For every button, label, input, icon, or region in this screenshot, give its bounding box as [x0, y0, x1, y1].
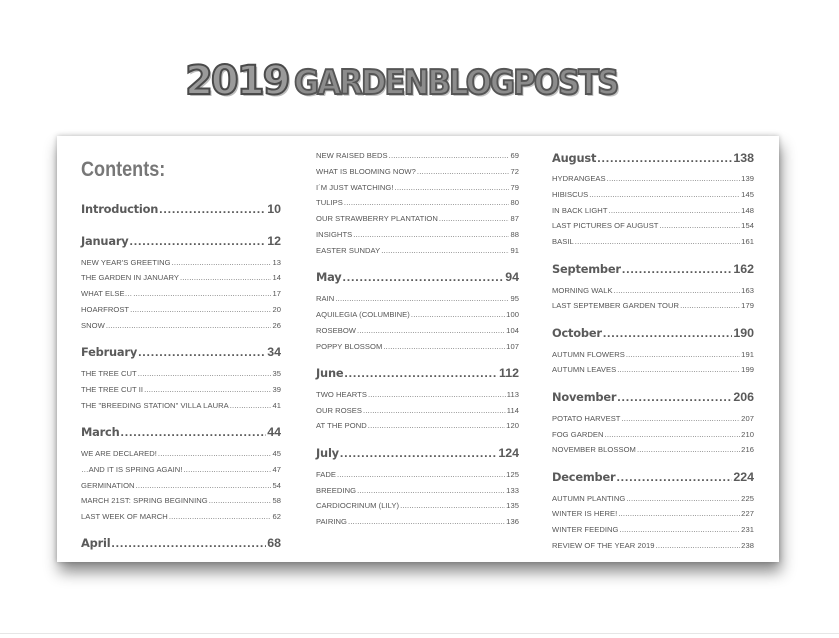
toc-entry-row [316, 151, 519, 160]
toc-entry-title: RAIN [316, 294, 335, 304]
toc-entry-row [552, 365, 754, 374]
toc-leader-dots [622, 262, 732, 276]
toc-entry-row [316, 501, 519, 510]
toc-page-number: 26 [272, 320, 281, 330]
toc-entry-title: WE ARE DECLARED! [81, 448, 157, 458]
toc-chapter-title: February [81, 345, 138, 359]
toc-page-number: 133 [506, 485, 519, 495]
toc-leader-dots [230, 401, 272, 410]
toc-chapter-row [552, 262, 754, 276]
toc-entry-row [316, 183, 519, 192]
toc-leader-dots [144, 385, 271, 394]
toc-leader-dots [622, 414, 741, 423]
toc-chapter-row [81, 234, 281, 248]
toc-chapter-row [316, 446, 519, 460]
toc-entry-row [316, 167, 519, 176]
toc-entry-row [81, 289, 281, 298]
toc-page-number: 112 [499, 365, 519, 380]
toc-entry-row [316, 214, 519, 223]
toc-leader-dots [400, 501, 505, 510]
toc-leader-dots [138, 345, 266, 359]
toc-chapter-row [81, 202, 281, 216]
toc-entry-row [552, 509, 754, 518]
toc-page-number: 14 [272, 273, 281, 283]
toc-page-number: 190 [733, 325, 754, 340]
toc-page-number: 124 [498, 445, 519, 460]
toc-page-number: 104 [506, 325, 519, 335]
toc-page-number: 54 [272, 480, 281, 490]
toc-entry-title: HIBISCUS [552, 189, 589, 199]
toc-entry-title: I´M JUST WATCHING! [316, 182, 394, 192]
toc-leader-dots [381, 246, 509, 255]
toc-leader-dots [159, 202, 266, 216]
toc-entry-title: WINTER IS HERE! [552, 509, 618, 519]
toc-page-number: 139 [741, 174, 754, 183]
toc-entry-row [81, 321, 281, 330]
toc-page-number: 154 [741, 221, 754, 231]
toc-page-number: 12 [267, 233, 281, 248]
toc-page-number: 224 [733, 469, 754, 484]
toc-leader-dots [363, 406, 506, 415]
toc-chapter-row [552, 151, 754, 165]
toc-entry-row [552, 206, 754, 215]
toc-chapter-row [552, 470, 754, 484]
toc-entry-row [316, 310, 519, 319]
toc-entry-row [552, 301, 754, 310]
toc-chapter-row [81, 536, 281, 550]
toc-chapter-title: Introduction [81, 202, 159, 216]
toc-entry-row [81, 481, 281, 490]
toc-leader-dots [172, 258, 272, 267]
toc-page-number: 227 [741, 509, 754, 519]
toc-page-number: 72 [510, 166, 519, 176]
toc-entry-title: TWO HEARTS [316, 389, 367, 399]
toc-entry-title: MORNING WALK [552, 285, 613, 295]
toc-entry-row [552, 350, 754, 359]
toc-entry-row [552, 221, 754, 230]
toc-entry-title: AT THE POND [316, 421, 367, 431]
toc-chapter-title: December [552, 469, 616, 484]
toc-page-number: 45 [272, 448, 281, 458]
toc-chapter-title: September [552, 261, 621, 276]
toc-leader-dots [357, 326, 505, 335]
toc-page-number: 80 [510, 198, 519, 208]
toc-entry-title: SNOW [81, 320, 105, 330]
toc-entry-title: WHAT ELSE… [81, 289, 133, 299]
toc-leader-dots [138, 369, 272, 378]
toc-entry-title: BASIL [552, 237, 574, 247]
toc-page-number: 17 [272, 289, 281, 299]
toc-entry-row [81, 465, 281, 474]
toc-entry-title: BREEDING [316, 485, 357, 495]
toc-leader-dots [344, 366, 498, 380]
toc-page-number: 44 [267, 424, 281, 439]
toc-page-number: 47 [272, 464, 281, 474]
toc-entry-row [552, 174, 754, 183]
toc-page-number: 216 [741, 445, 754, 455]
toc-leader-dots [340, 446, 497, 460]
toc-leader-dots [121, 425, 267, 439]
toc-chapter-row [552, 326, 754, 340]
toc-leader-dots [603, 326, 733, 340]
toc-page-number: 35 [272, 369, 281, 378]
toc-page-number: 163 [741, 285, 754, 295]
toc-leader-dots [344, 198, 510, 207]
toc-entry-title: CARDIOCRINUM (LILY) [316, 501, 400, 511]
toc-entry-row [316, 342, 519, 351]
toc-chapter-row [316, 366, 519, 380]
toc-leader-dots [209, 496, 272, 505]
toc-leader-dots [169, 512, 272, 521]
toc-chapter-row [552, 390, 754, 404]
toc-chapter-title: July [316, 445, 339, 460]
toc-entry-title: LAST WEEK OF MARCH [81, 512, 168, 522]
toc-leader-dots [111, 536, 266, 550]
toc-leader-dots [129, 234, 266, 248]
toc-entry-row [81, 258, 281, 267]
toc-entry-row [316, 294, 519, 303]
toc-leader-dots [626, 494, 740, 503]
toc-entry-row [316, 390, 519, 399]
toc-page-number: 91 [510, 245, 519, 255]
toc-entry-row [552, 541, 754, 550]
toc-chapter-row [81, 345, 281, 359]
toc-page-number: 120 [506, 421, 519, 431]
toc-leader-dots [180, 273, 271, 282]
toc-entry-row [316, 486, 519, 495]
toc-entry-row [316, 406, 519, 415]
toc-page-number: 88 [510, 230, 519, 239]
toc-entry-title: …AND IT IS SPRING AGAIN! [81, 464, 183, 474]
toc-entry-title: OUR ROSES [316, 405, 363, 415]
toc-leader-dots [614, 286, 741, 295]
toc-leader-dots [597, 151, 732, 165]
toc-entry-title: INSIGHTS [316, 230, 353, 239]
toc-entry-title: THE GARDEN IN JANUARY [81, 273, 179, 283]
toc-page-number: 69 [510, 151, 519, 160]
toc-entry-title: LAST PICTURES OF AUGUST [552, 221, 659, 231]
toc-page-number: 145 [741, 189, 754, 199]
toc-entry-title: GERMINATION [81, 480, 135, 490]
toc-page-number: 41 [272, 400, 281, 410]
toc-leader-dots [368, 421, 505, 430]
toc-page-number: 136 [506, 517, 519, 527]
page-title [0, 58, 839, 108]
toc-page-number: 138 [733, 151, 754, 165]
toc-entry-title: TULIPS [316, 198, 343, 208]
toc-entry-row [81, 512, 281, 521]
toc-leader-dots [618, 509, 740, 518]
toc-entry-row [552, 525, 754, 534]
toc-chapter-title: April [81, 536, 111, 551]
toc-entry-row [316, 198, 519, 207]
toc-leader-dots [136, 481, 272, 490]
toc-entry-row [552, 414, 754, 423]
toc-leader-dots [607, 174, 741, 183]
toc-page-number: 207 [741, 413, 754, 423]
contents-card [57, 136, 779, 562]
toc-entry-title: PAIRING [316, 517, 348, 527]
toc-leader-dots [383, 342, 505, 351]
toc-leader-dots [106, 321, 272, 330]
toc-entry-title: WINTER FEEDING [552, 525, 619, 535]
toc-entry-row [552, 286, 754, 295]
toc-leader-dots [184, 465, 272, 474]
toc-leader-dots [417, 167, 510, 176]
toc-entry-row [316, 326, 519, 335]
toc-page-number: 62 [272, 512, 281, 522]
toc-chapter-title: June [316, 365, 344, 380]
toc-entry-title: FOG GARDEN [552, 429, 604, 439]
toc-entry-row [81, 449, 281, 458]
toc-page-number: 94 [505, 270, 519, 285]
toc-entry-title: HOARFROST [81, 304, 130, 314]
toc-leader-dots [130, 305, 271, 314]
toc-entry-row [81, 401, 281, 410]
toc-leader-dots [368, 390, 506, 399]
toc-entry-title: REVIEW OF THE YEAR 2019 [552, 541, 655, 550]
toc-entry-row [316, 517, 519, 526]
toc-entry-title: THE TREE CUT II [81, 384, 144, 394]
toc-page-number: 231 [741, 525, 754, 535]
toc-entry-title: EASTER SUNDAY [316, 245, 381, 255]
toc-chapter-row [81, 425, 281, 439]
toc-entry-row [81, 273, 281, 282]
toc-leader-dots [335, 294, 509, 303]
toc-entry-title: NEW YEAR'S GREETING [81, 257, 171, 267]
toc-page-number: 107 [506, 341, 519, 351]
toc-leader-dots [609, 206, 741, 215]
toc-entry-title: AUTUMN FLOWERS [552, 349, 625, 359]
toc-page-number: 58 [272, 496, 281, 506]
toc-page-number: 20 [272, 304, 281, 314]
toc-entry-title: ROSEBOW [316, 325, 357, 335]
toc-leader-dots [617, 390, 732, 404]
toc-entry-title: WHAT IS BLOOMING NOW? [316, 166, 416, 176]
toc-page-number: 114 [506, 405, 519, 415]
toc-entry-row [316, 230, 519, 239]
toc-page-number: 162 [733, 261, 754, 276]
toc-leader-dots [575, 237, 740, 246]
toc-page-number: 225 [741, 493, 754, 503]
toc-leader-dots [656, 541, 741, 550]
toc-page-number: 210 [741, 429, 754, 439]
toc-page-number: 39 [272, 384, 281, 394]
toc-leader-dots [343, 270, 505, 284]
toc-chapter-title: October [552, 325, 602, 340]
toc-entry-title: THE TREE CUT [81, 369, 137, 378]
toc-entry-title: MARCH 21ST: SPRING BEGINNING [81, 496, 208, 506]
toc-entry-row [552, 190, 754, 199]
toc-entry-title: THE "BREEDING STATION" VILLA LAURA [81, 400, 229, 410]
toc-leader-dots [620, 525, 741, 534]
toc-leader-dots [348, 517, 505, 526]
toc-page-number: 100 [506, 309, 519, 319]
toc-entry-title: AUTUMN LEAVES [552, 365, 617, 375]
toc-leader-dots [589, 190, 740, 199]
toc-entry-row [316, 421, 519, 430]
toc-entry-row [81, 369, 281, 378]
toc-entry-title: AQUILEGIA (COLUMBINE) [316, 309, 410, 319]
toc-page-number: 135 [506, 501, 519, 511]
toc-page-number: 191 [741, 349, 754, 359]
toc-leader-dots [680, 301, 740, 310]
toc-entry-title: POPPY BLOSSOM [316, 341, 383, 351]
toc-entry-title: NOVEMBER BLOSSOM [552, 445, 636, 455]
toc-entry-row [316, 246, 519, 255]
toc-page-number: 148 [741, 205, 754, 215]
toc-entry-title: HYDRANGEAS [552, 174, 606, 183]
toc-page-number: 113 [506, 389, 519, 399]
toc-chapter-title: March [81, 424, 120, 439]
toc-entry-title: AUTUMN PLANTING [552, 493, 626, 503]
toc-entry-row [81, 385, 281, 394]
title-text: GARDENBLOGPOSTS [294, 63, 618, 103]
toc-leader-dots [411, 310, 505, 319]
toc-page-number: 238 [741, 541, 754, 550]
toc-page-number: 206 [733, 389, 754, 404]
title-year: 2019 [185, 58, 289, 104]
toc-entry-row [81, 305, 281, 314]
toc-chapter-title: May [316, 270, 342, 285]
toc-entry-title: IN BACK LIGHT [552, 205, 608, 215]
toc-leader-dots [357, 486, 505, 495]
toc-entry-title: FADE [316, 469, 337, 479]
toc-page-number: 13 [272, 257, 281, 267]
toc-chapter-title: August [552, 151, 597, 165]
toc-leader-dots [616, 470, 732, 484]
toc-chapter-title: November [552, 389, 617, 404]
toc-leader-dots [605, 430, 741, 439]
toc-page-number: 68 [267, 536, 281, 551]
toc-entry-row [552, 237, 754, 246]
contents-heading: Contents: [81, 158, 166, 181]
toc-leader-dots [660, 221, 741, 230]
toc-page-number: 34 [267, 345, 281, 359]
toc-chapter-row [316, 270, 519, 284]
toc-entry-title: POTATO HARVEST [552, 413, 621, 423]
toc-entry-row [81, 496, 281, 505]
toc-leader-dots [626, 350, 740, 359]
toc-page-number: 161 [741, 237, 754, 247]
toc-leader-dots [158, 449, 272, 458]
toc-page-number: 199 [741, 365, 754, 375]
toc-leader-dots [439, 214, 510, 223]
toc-page-number: 95 [510, 294, 519, 304]
toc-entry-row [552, 494, 754, 503]
toc-leader-dots [337, 470, 505, 479]
toc-page-number: 87 [510, 214, 519, 224]
toc-entry-title: LAST SEPTEMBER GARDEN TOUR [552, 301, 680, 311]
toc-leader-dots [395, 183, 510, 192]
toc-leader-dots [353, 230, 509, 239]
toc-entry-row [552, 430, 754, 439]
toc-leader-dots [389, 151, 510, 160]
toc-leader-dots [637, 445, 740, 454]
toc-entry-title: NEW RAISED BEDS [316, 151, 388, 160]
toc-entry-title: OUR STRAWBERRY PLANTATION [316, 214, 438, 224]
toc-leader-dots [133, 289, 271, 298]
toc-entry-row [316, 470, 519, 479]
bottom-divider [0, 633, 839, 634]
toc-page-number: 79 [510, 182, 519, 192]
toc-page-number: 179 [741, 301, 754, 311]
toc-page-number: 125 [506, 469, 519, 479]
toc-leader-dots [617, 365, 740, 374]
toc-chapter-title: January [81, 233, 129, 248]
toc-page-number: 10 [267, 202, 281, 216]
toc-entry-row [552, 445, 754, 454]
